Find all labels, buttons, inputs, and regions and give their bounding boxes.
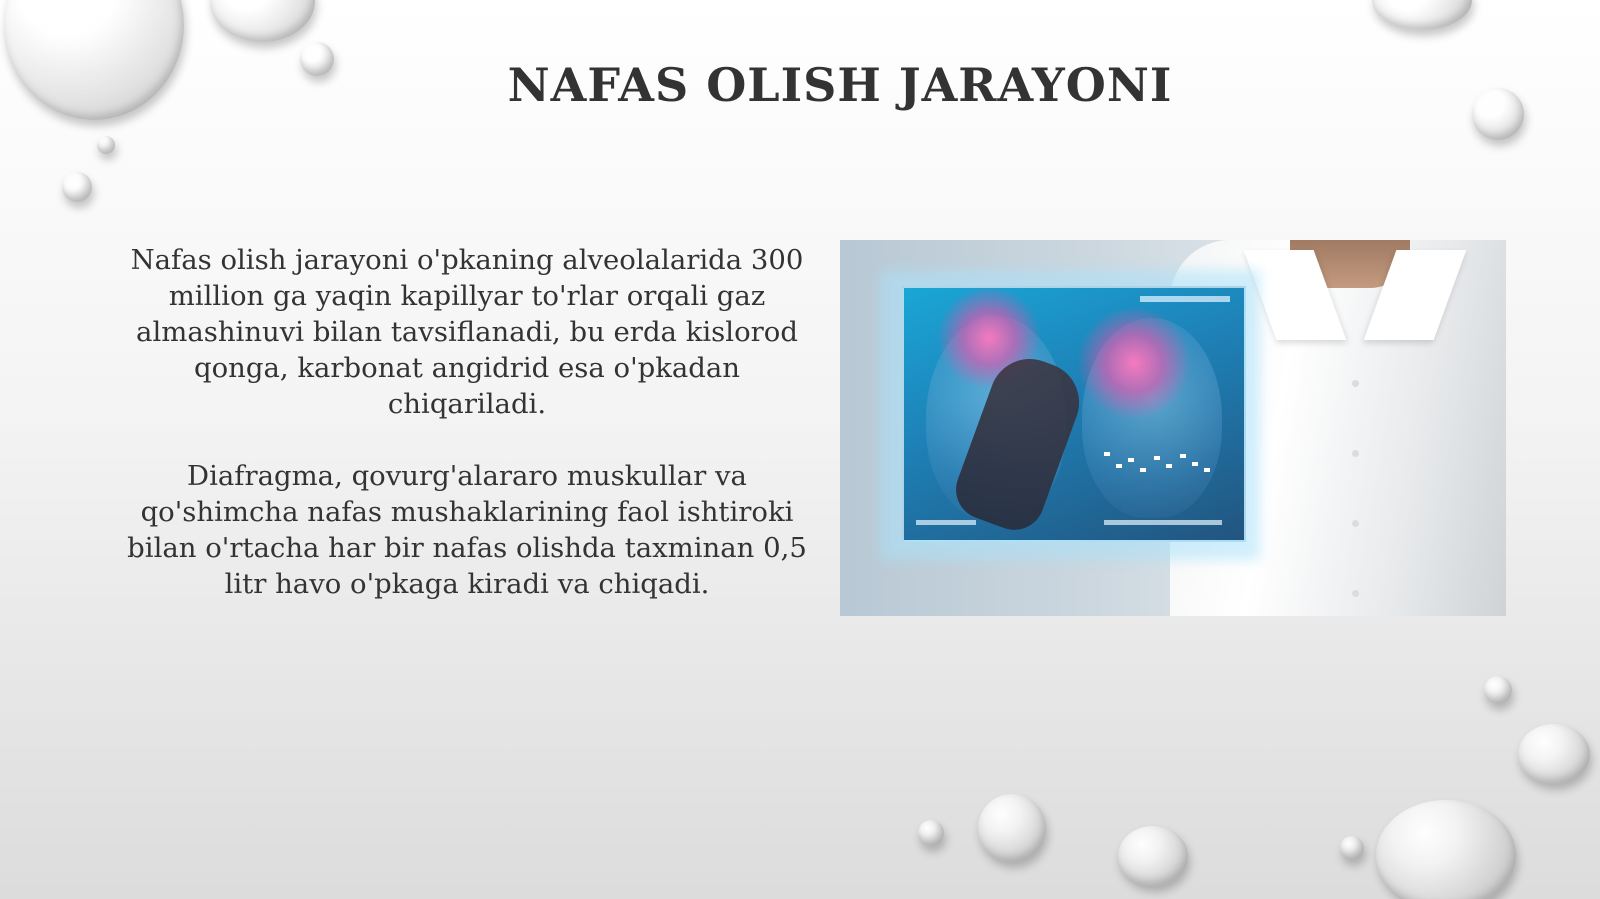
graph-mark bbox=[1154, 456, 1160, 460]
water-drop-decoration bbox=[1372, 0, 1472, 30]
graph-mark bbox=[1104, 452, 1110, 456]
lung-hotspot bbox=[1074, 308, 1194, 418]
water-drop-decoration bbox=[1518, 724, 1590, 784]
graph-mark bbox=[1192, 462, 1198, 466]
graph-mark bbox=[1180, 454, 1186, 458]
slide-title: NAFAS OLISH JARAYONI bbox=[507, 58, 1173, 112]
shirt-button bbox=[1352, 590, 1359, 597]
graph-mark bbox=[1140, 468, 1146, 472]
slide-body bbox=[112, 242, 822, 638]
water-drop-decoration bbox=[97, 136, 115, 154]
water-drop-decoration bbox=[918, 820, 944, 846]
shirt-button bbox=[1352, 520, 1359, 527]
water-drop-decoration bbox=[210, 0, 315, 42]
graph-mark bbox=[1128, 458, 1134, 462]
paragraph-gas-exchange: Nafas olish jarayoni o'pkaning alveolalarida 300 million ga yaqin kapillyar to'rlar orqali gaz almashinuvi bilan tavsiflanadi, bu erda kislorod qonga, karbonat angidrid esa o'pkadan chiqariladi. bbox=[130, 244, 804, 420]
graph-mark bbox=[1204, 468, 1210, 472]
graph-mark bbox=[1116, 464, 1122, 468]
water-drop-decoration bbox=[1484, 676, 1512, 704]
shirt-button bbox=[1352, 380, 1359, 387]
water-drop-decoration bbox=[1376, 800, 1516, 899]
water-drop-decoration bbox=[1118, 826, 1188, 886]
paragraph-breathing-volume: Diafragma, qovurg'alararo muskullar va qo'shimcha nafas mushaklarining faol ishtiroki bilan o'rtacha har bir nafas olishda taxminan 0,5 litr havo o'pkaga kiradi va chiqadi. bbox=[127, 460, 807, 600]
hologram-screen bbox=[902, 286, 1246, 542]
screen-footer-mark bbox=[916, 520, 976, 525]
water-drop-decoration bbox=[1340, 836, 1364, 860]
water-drop-decoration bbox=[62, 172, 92, 202]
graph-mark bbox=[1166, 464, 1172, 468]
shirt-button bbox=[1352, 450, 1359, 457]
screen-header-mark bbox=[1140, 296, 1230, 302]
screen-footer-mark bbox=[1104, 520, 1222, 525]
water-drop-decoration bbox=[978, 794, 1046, 862]
lungs-hologram-photo bbox=[840, 240, 1506, 616]
